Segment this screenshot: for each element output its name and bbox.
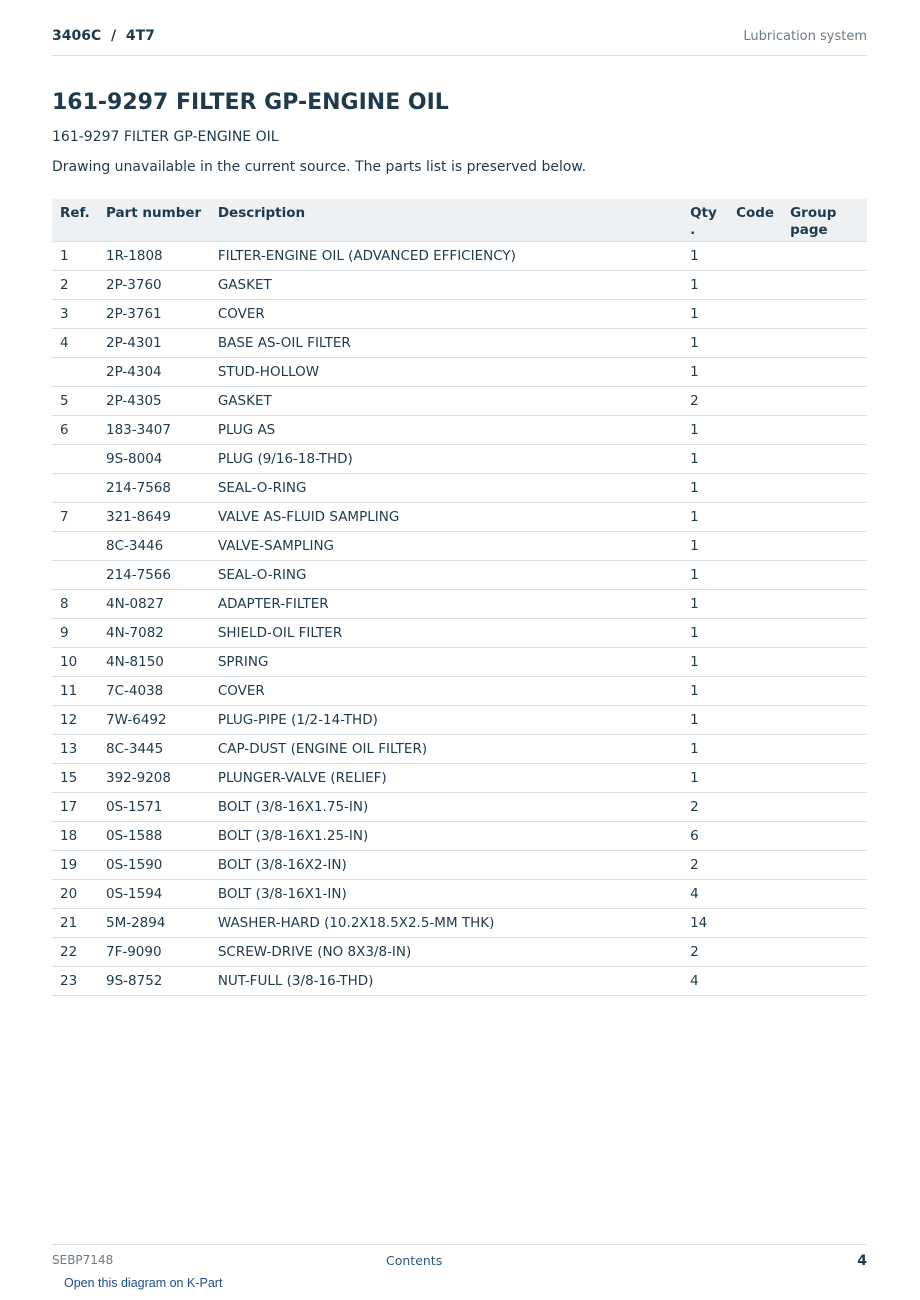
description-cell: SHIELD-OIL FILTER [210, 618, 682, 647]
qty-cell: 1 [682, 705, 728, 734]
qty-cell: 6 [682, 821, 728, 850]
description-cell: PLUG AS [210, 415, 682, 444]
description-cell: PLUG (9/16-18-THD) [210, 444, 682, 473]
qty-cell: 1 [682, 357, 728, 386]
part-number-cell: 0S-1590 [98, 850, 210, 879]
description-cell: PLUNGER-VALVE (RELIEF) [210, 763, 682, 792]
ref-cell [52, 473, 98, 502]
ref-cell: 21 [52, 908, 98, 937]
part-number-cell: 4N-0827 [98, 589, 210, 618]
table-row [52, 792, 867, 821]
ref-cell [52, 531, 98, 560]
ref-cell: 7 [52, 502, 98, 531]
code-cell [728, 850, 782, 879]
code-cell [728, 270, 782, 299]
qty-cell: 2 [682, 386, 728, 415]
group-page-cell [782, 589, 867, 618]
part-number-cell: 392-9208 [98, 763, 210, 792]
qty-cell: 1 [682, 299, 728, 328]
code-cell [728, 560, 782, 589]
qty-cell: 1 [682, 270, 728, 299]
ref-cell: 9 [52, 618, 98, 647]
table-row [52, 879, 867, 908]
section-label: Lubrication system [743, 29, 867, 44]
ref-cell: 20 [52, 879, 98, 908]
part-number-cell: 8C-3446 [98, 531, 210, 560]
part-number-cell: 4N-8150 [98, 647, 210, 676]
code-cell [728, 531, 782, 560]
ref-cell: 5 [52, 386, 98, 415]
open-k-part-link[interactable]: Open this diagram on K-Part [64, 1276, 223, 1290]
qty-cell: 1 [682, 502, 728, 531]
description-cell: VALVE-SAMPLING [210, 531, 682, 560]
qty-cell: 1 [682, 560, 728, 589]
group-page-cell [782, 647, 867, 676]
qty-cell: 1 [682, 531, 728, 560]
qty-cell: 2 [682, 850, 728, 879]
description-cell: SCREW-DRIVE (NO 8X3/8-IN) [210, 937, 682, 966]
ref-cell: 12 [52, 705, 98, 734]
description-cell: GASKET [210, 386, 682, 415]
group-page-cell [782, 908, 867, 937]
ref-cell: 8 [52, 589, 98, 618]
table-row [52, 821, 867, 850]
table-row [52, 966, 867, 995]
description-cell: BOLT (3/8-16X1-IN) [210, 879, 682, 908]
page-title: 161-9297 FILTER GP-ENGINE OIL [52, 90, 449, 115]
ref-cell [52, 444, 98, 473]
ref-cell: 2 [52, 270, 98, 299]
ref-cell: 11 [52, 676, 98, 705]
description-cell: PLUG-PIPE (1/2-14-THD) [210, 705, 682, 734]
group-page-cell [782, 270, 867, 299]
parts-table [52, 199, 867, 996]
qty-cell: 1 [682, 444, 728, 473]
page-number: 4 [857, 1253, 867, 1269]
description-cell: BOLT (3/8-16X1.75-IN) [210, 792, 682, 821]
ref-cell: 19 [52, 850, 98, 879]
part-number-cell: 2P-3761 [98, 299, 210, 328]
ref-cell: 23 [52, 966, 98, 995]
part-number-cell: 0S-1588 [98, 821, 210, 850]
col-header-code: Code [728, 199, 782, 241]
table-row [52, 705, 867, 734]
part-number-cell: 7C-4038 [98, 676, 210, 705]
group-page-cell [782, 618, 867, 647]
table-row [52, 473, 867, 502]
part-number-cell: 9S-8004 [98, 444, 210, 473]
part-number-cell: 214-7566 [98, 560, 210, 589]
table-row [52, 270, 867, 299]
table-row [52, 937, 867, 966]
col-header-ref: Ref. [52, 199, 98, 241]
qty-cell: 1 [682, 328, 728, 357]
ref-cell: 4 [52, 328, 98, 357]
table-row [52, 560, 867, 589]
part-number-cell: 0S-1571 [98, 792, 210, 821]
description-cell: BOLT (3/8-16X2-IN) [210, 850, 682, 879]
qty-cell: 1 [682, 473, 728, 502]
description-cell: COVER [210, 676, 682, 705]
table-row [52, 328, 867, 357]
description-cell: WASHER-HARD (10.2X18.5X2.5-MM THK) [210, 908, 682, 937]
group-page-cell [782, 734, 867, 763]
group-page-cell [782, 241, 867, 270]
part-number-cell: 214-7568 [98, 473, 210, 502]
code-cell [728, 908, 782, 937]
part-number-cell: 9S-8752 [98, 966, 210, 995]
group-page-cell [782, 415, 867, 444]
qty-cell: 1 [682, 734, 728, 763]
table-row [52, 908, 867, 937]
ref-cell: 3 [52, 299, 98, 328]
code-cell [728, 647, 782, 676]
group-page-cell [782, 473, 867, 502]
document-code: SEBP7148 [52, 1253, 114, 1267]
part-number-cell: 183-3407 [98, 415, 210, 444]
description-cell: FILTER-ENGINE OIL (ADVANCED EFFICIENCY) [210, 241, 682, 270]
table-row [52, 502, 867, 531]
ref-cell: 22 [52, 937, 98, 966]
table-row [52, 357, 867, 386]
code-cell [728, 386, 782, 415]
page-footer [52, 1244, 867, 1275]
table-row [52, 647, 867, 676]
model-label: 3406C / 4T7 [52, 28, 155, 44]
group-page-cell [782, 531, 867, 560]
ref-cell: 18 [52, 821, 98, 850]
group-page-cell [782, 328, 867, 357]
qty-cell: 1 [682, 676, 728, 705]
part-number-cell: 2P-4301 [98, 328, 210, 357]
qty-cell: 1 [682, 589, 728, 618]
code-cell [728, 328, 782, 357]
group-page-cell [782, 444, 867, 473]
code-cell [728, 792, 782, 821]
group-page-cell [782, 357, 867, 386]
code-cell [728, 966, 782, 995]
qty-cell: 1 [682, 618, 728, 647]
part-number-cell: 321-8649 [98, 502, 210, 531]
page-header [52, 28, 867, 56]
group-page-cell [782, 676, 867, 705]
part-number-cell: 1R-1808 [98, 241, 210, 270]
description-cell: SEAL-O-RING [210, 473, 682, 502]
description-cell: SPRING [210, 647, 682, 676]
group-page-cell [782, 850, 867, 879]
page-subtitle: 161-9297 FILTER GP-ENGINE OIL [52, 129, 279, 145]
part-number-cell: 8C-3445 [98, 734, 210, 763]
part-number-cell: 2P-4305 [98, 386, 210, 415]
part-number-cell: 2P-3760 [98, 270, 210, 299]
ref-cell: 15 [52, 763, 98, 792]
code-cell [728, 502, 782, 531]
table-row [52, 241, 867, 270]
group-page-cell [782, 299, 867, 328]
table-row [52, 676, 867, 705]
group-page-cell [782, 386, 867, 415]
description-cell: BOLT (3/8-16X1.25-IN) [210, 821, 682, 850]
description-cell: ADAPTER-FILTER [210, 589, 682, 618]
code-cell [728, 705, 782, 734]
description-cell: BASE AS-OIL FILTER [210, 328, 682, 357]
col-header-part-number: Part number [98, 199, 210, 241]
ref-cell: 17 [52, 792, 98, 821]
code-cell [728, 618, 782, 647]
col-header-qty: Qty . [682, 199, 728, 241]
col-header-description: Description [210, 199, 682, 241]
part-number-cell: 5M-2894 [98, 908, 210, 937]
code-cell [728, 821, 782, 850]
part-number-cell: 7W-6492 [98, 705, 210, 734]
table-row [52, 444, 867, 473]
ref-cell [52, 357, 98, 386]
contents-link[interactable]: Contents [386, 1253, 443, 1268]
table-row [52, 734, 867, 763]
code-cell [728, 299, 782, 328]
group-page-cell [782, 705, 867, 734]
qty-cell: 1 [682, 415, 728, 444]
group-page-cell [782, 560, 867, 589]
qty-cell: 1 [682, 241, 728, 270]
table-row [52, 386, 867, 415]
col-header-group-page: Group page [782, 199, 867, 241]
table-row [52, 618, 867, 647]
description-cell: COVER [210, 299, 682, 328]
parts-table-body [52, 241, 867, 995]
part-number-cell: 0S-1594 [98, 879, 210, 908]
part-number-cell: 4N-7082 [98, 618, 210, 647]
description-cell: VALVE AS-FLUID SAMPLING [210, 502, 682, 531]
qty-cell: 4 [682, 966, 728, 995]
group-page-cell [782, 792, 867, 821]
code-cell [728, 473, 782, 502]
parts-table-header [52, 199, 867, 241]
table-row [52, 850, 867, 879]
part-number-cell: 2P-4304 [98, 357, 210, 386]
ref-cell [52, 560, 98, 589]
drawing-note: Drawing unavailable in the current source. The parts list is preserved below. [52, 159, 587, 175]
code-cell [728, 444, 782, 473]
part-number-cell: 7F-9090 [98, 937, 210, 966]
table-row [52, 589, 867, 618]
ref-cell: 6 [52, 415, 98, 444]
description-cell: SEAL-O-RING [210, 560, 682, 589]
code-cell [728, 589, 782, 618]
group-page-cell [782, 879, 867, 908]
group-page-cell [782, 937, 867, 966]
qty-cell: 1 [682, 647, 728, 676]
table-row [52, 415, 867, 444]
qty-cell: 14 [682, 908, 728, 937]
description-cell: STUD-HOLLOW [210, 357, 682, 386]
qty-cell: 2 [682, 792, 728, 821]
code-cell [728, 415, 782, 444]
description-cell: GASKET [210, 270, 682, 299]
table-row [52, 299, 867, 328]
ref-cell: 1 [52, 241, 98, 270]
qty-cell: 4 [682, 879, 728, 908]
ref-cell: 10 [52, 647, 98, 676]
qty-cell: 2 [682, 937, 728, 966]
code-cell [728, 763, 782, 792]
code-cell [728, 734, 782, 763]
table-row [52, 531, 867, 560]
description-cell: NUT-FULL (3/8-16-THD) [210, 966, 682, 995]
group-page-cell [782, 502, 867, 531]
code-cell [728, 241, 782, 270]
group-page-cell [782, 821, 867, 850]
code-cell [728, 676, 782, 705]
code-cell [728, 937, 782, 966]
code-cell [728, 879, 782, 908]
code-cell [728, 357, 782, 386]
group-page-cell [782, 966, 867, 995]
qty-cell: 1 [682, 763, 728, 792]
ref-cell: 13 [52, 734, 98, 763]
description-cell: CAP-DUST (ENGINE OIL FILTER) [210, 734, 682, 763]
group-page-cell [782, 763, 867, 792]
table-row [52, 763, 867, 792]
